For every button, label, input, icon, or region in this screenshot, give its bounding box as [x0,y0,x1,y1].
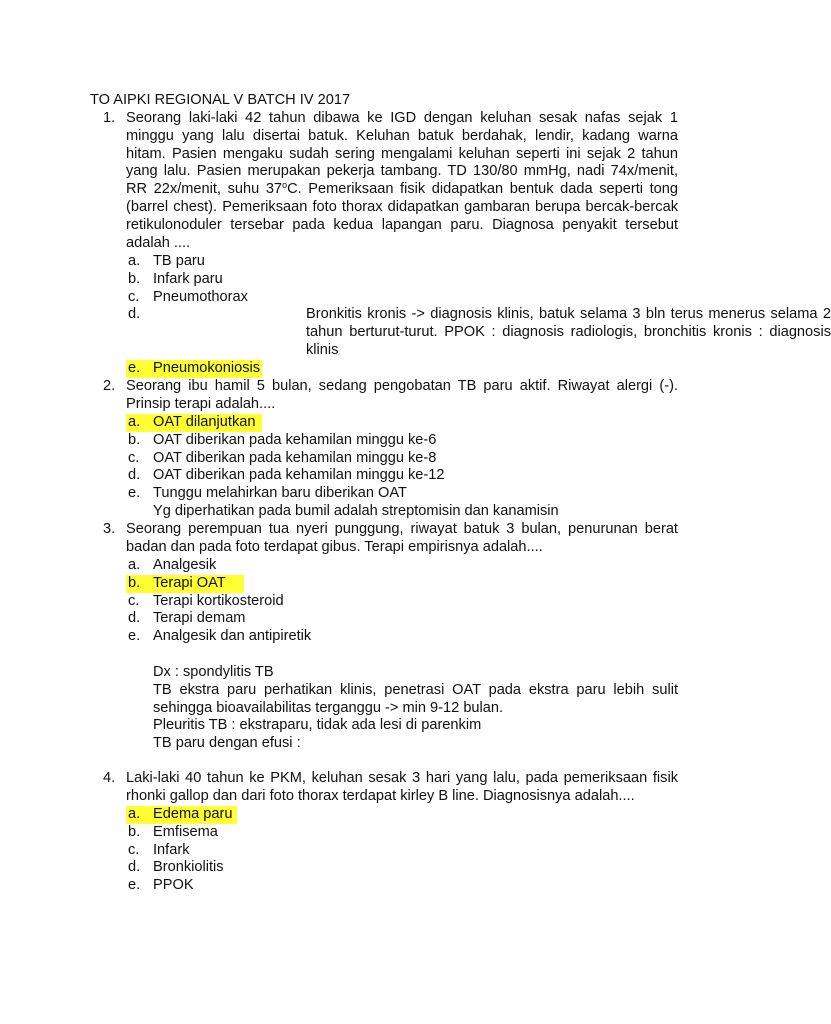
option-d: d. Terapi demam [128,610,246,627]
option-a: a. TB paru [128,253,205,269]
option-a-highlighted-answer: a. Edema paru [0,806,768,824]
answer-note: Yg diperhatikan pada bumil adalah streptomisin dan kanamisin [153,502,559,519]
option-b-highlighted-answer: b. Terapi OAT [0,575,768,593]
option-d: d. Bronkiolitis [128,859,224,876]
option-b: b. OAT diberikan pada kehamilan minggu ke-6 [128,431,437,448]
question-1-options [0,253,831,378]
option-c: c. Infark [128,841,190,858]
option-b: b. Emfisema [128,823,218,840]
answer-notes [153,664,678,753]
question-number: 1. [103,110,116,126]
note-line: Pleuritis TB : ekstraparu, tidak ada lesi di parenkim [153,717,482,734]
question-number: 3. [103,521,116,537]
option-e: e. Analgesik dan antipiretik [128,628,312,645]
question-text: Seorang ibu hamil 5 bulan, sedang pengobatan TB paru aktif. Riwayat alergi (-). Prinsip terapi adalah.... [126,378,678,412]
option-d: d. OAT diberikan pada kehamilan minggu ke-12 [128,467,445,484]
option-a: a. Analgesik [128,557,217,573]
question-4-options [0,806,768,895]
question-3-options [0,557,768,646]
question-number: 4. [103,770,116,786]
question-text: Seorang perempuan tua nyeri punggung, riwayat batuk 3 bulan, penurunan berat badan dan pada foto terdapat gibus. Terapi empirisnya adalah.... [126,521,678,555]
option-c: c. Pneumothorax [128,288,248,305]
note-line: TB ekstra paru perhatikan klinis, penetrasi OAT pada ekstra paru lebih sulit sehingga bioavailabilitas terganggu -> min 9-12 bulan. [153,681,678,716]
option-c: c. OAT diberikan pada kehamilan minggu ke-8 [128,449,437,466]
option-c: c. Terapi kortikosteroid [128,592,284,609]
option-b: b. Infark paru [128,270,223,287]
note-line: Dx : spondylitis TB [153,664,274,680]
document-title: TO AIPKI REGIONAL V BATCH IV 2017 [90,92,351,108]
option-d: d. Bronkitis kronis -> diagnosis klinis, batuk selama 3 bln terus menerus selama 2 tahun berturut-turut. PPOK : diagnosis radiologis, bronchitis kronis : diagnosis klinis [128,306,831,358]
option-e: e. Tunggu melahirkan baru diberikan OAT [128,485,407,502]
option-a-highlighted-answer: a. OAT dilanjutkan [0,414,768,432]
option-e-highlighted-answer: e. Pneumokoniosis [128,359,261,376]
question-number: 2. [103,378,116,394]
question-text: Laki-laki 40 tahun ke PKM, keluhan sesak 3 hari yang lalu, pada pemeriksaan fisik rhonki gallop dan dari foto thorax terdapat kirley B line. Diagnosisnya adalah.... [126,770,678,804]
question-text: Seorang laki-laki 42 tahun dibawa ke IGD dengan keluhan sesak nafas sejak 1 minggu yang lalu disertai batuk. Keluhan batuk berdahak, lendir, kadang warna hitam. Pasien mengaku sudah sering mengalami keluhan seperti ini sejak 2 tahun yang lalu. Pasien merupakan pekerja tambang. TD 130/80 mmHg, nadi 74x/menit, RR 22x/menit, suhu 37$^o$C. Pemeriksaan fisik didapatkan bentuk dada seperti tong (barrel chest). Pemeriksaan foto thorax didapatkan gambaran berupa bercak-bercak retikulonoduler tersebar pada kedua lapangan paru. Diagnosa penyakit tersebut adalah .... [126,110,678,251]
option-e: e. PPOK [128,877,194,894]
question-2-options [0,414,768,521]
note-line: TB paru dengan efusi : [153,735,301,752]
